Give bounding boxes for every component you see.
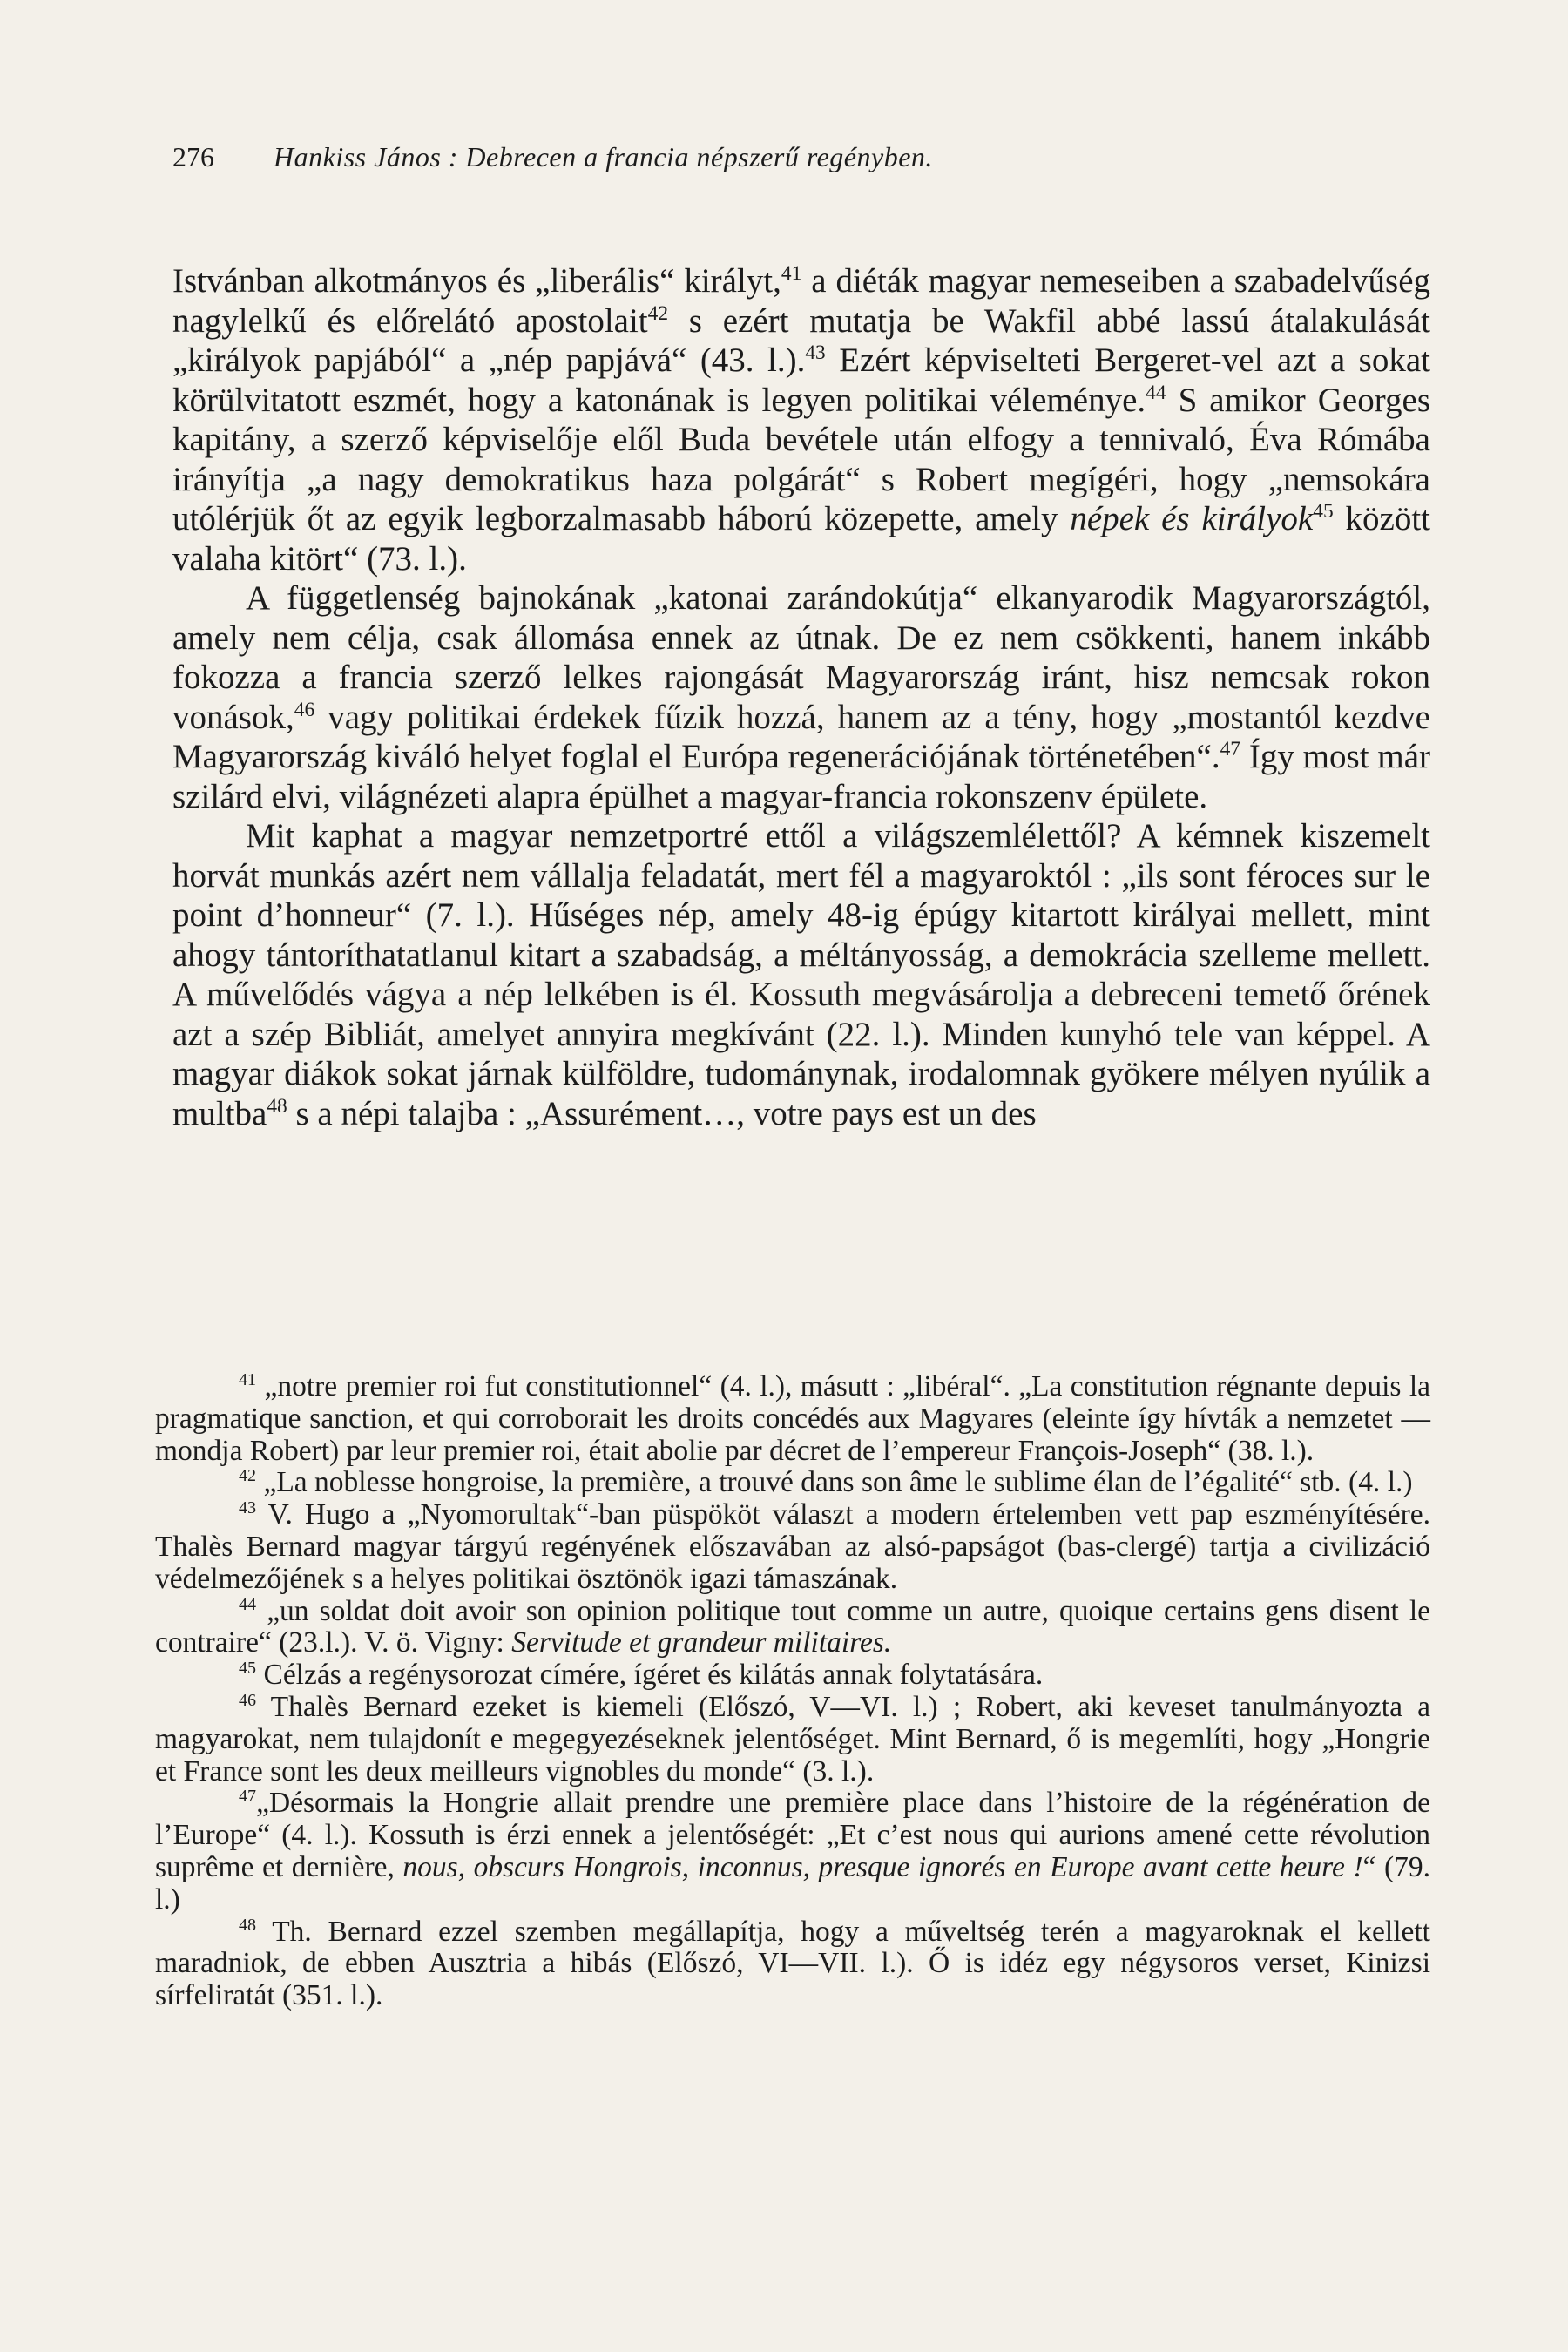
p1-text-e: S amikor Georges kapitány, a szerző képviselője elől Buda bevétele után elfogy a tennivaló, Éva Rómába irányítja „a nagy demokratikus haza polgárát“ s Robert megígéri, hogy „nemsokára utólérjük őt az egyik legborzalmasabb háború közepette, amely — [172, 381, 1430, 537]
footnote-number-46: 46 — [239, 1690, 257, 1710]
footnote-number-47: 47 — [239, 1787, 257, 1807]
p1-text-c: s ezért mutatja be Wakfil abbé lassú átalakulását „királyok papjából“ a „nép papjává“ (43. l.). — [172, 301, 1430, 379]
p1-text-g: között valaha kitört“ (73. l.). — [172, 500, 1430, 578]
paragraph-1 — [172, 261, 1430, 578]
footnote-45-text: Célzás a regénysorozat címére, ígéret és kilátás annak folytatására. — [263, 1659, 1044, 1692]
footnote-ref-41: 41 — [781, 262, 802, 285]
footnotes — [155, 1371, 1430, 2012]
p1-text-d: Ezért képviselteti Bergeret-vel azt a sokat körülvitatott eszmét, hogy a katonának is legyen politikai véleménye. — [172, 341, 1430, 419]
p1-italic-phrase: népek és királyok — [1070, 500, 1314, 537]
footnote-ref-47: 47 — [1220, 738, 1240, 760]
footnote-number-44: 44 — [239, 1594, 257, 1614]
footnote-ref-42: 42 — [647, 301, 669, 325]
footnote-47-italic: nous, obscurs Hongrois, inconnus, presque ignorés en Europe avant cette heure ! — [402, 1850, 1363, 1883]
footnote-44-italic: Servitude et grandeur militaires. — [511, 1626, 892, 1659]
footnote-47 — [155, 1788, 1430, 1916]
footnote-44-text: „un soldat doit avoir son opinion politique tout comme un autre, quoique certains gens disent le contraire“ (23.l.). V. ö. Vigny: — [155, 1594, 1431, 1659]
footnote-47-tail: “ (79. l.) — [155, 1850, 1430, 1916]
footnote-45 — [155, 1659, 1430, 1692]
footnote-41 — [155, 1371, 1430, 1467]
footnote-42-text: „La noblesse hongroise, la première, a trouvé dans son âme le sublime élan de l’égalité“ stb. (4. l.) — [263, 1466, 1413, 1499]
footnote-48 — [155, 1916, 1430, 2012]
footnote-ref-43: 43 — [805, 341, 826, 364]
footnote-44 — [155, 1596, 1430, 1660]
footnote-ref-48: 48 — [267, 1094, 287, 1118]
footnote-number-45: 45 — [239, 1659, 257, 1679]
footnote-48-text: Th. Bernard ezzel szemben megállapítja, hogy a műveltség terén a magyaroknak el kellett maradniok, de ebben Ausztria a hibás (Előszó, VI—VII. l.). Ő is idéz egy négysoros verset, Kinizsi sírfeliratát (351. l.). — [155, 1915, 1430, 2012]
p3-text-a: Mit kaphat a magyar nemzetportré ettől a világszemlélettől? A kémnek kiszemelt horvát munkás azért nem vállalja feladatát, mert fél a magyaroktól : „ils sont féroces sur le point d’honneur“ (7. l.). Hűséges nép, amely 48-ig épúgy kitartott királyai mellett, mint ahogy tántoríthatatlanul kitart a szabadság, a méltányosság, a demokrácia szelleme mellett. A művelődés vágya a nép lelkében is él. Kossuth megvásárolja a debreceni temető őrének azt a szép Bibliát, amelyet annyira megkívánt (22. l.). Minden kunyhó tele van képpel. A magyar diákok sokat járnak külföldre, tudománynak, irodalomnak gyökere mélyen nyúlik a multba — [172, 817, 1430, 1132]
p2-text-b: vagy politikai érdekek fűzik hozzá, hanem az a tény, hogy „mostantól kezdve Magyarország kiváló helyet foglal el Európa regenerációjának történetében“. — [172, 698, 1430, 775]
p2-text-a: A függetlenség bajnokának „katonai zarándokútja“ elkanyarodik Magyarországtól, amely nem célja, csak állomása ennek az útnak. De ez nem csökkenti, hanem inkább fokozza a francia szerző lelkes rajongását Magyarország iránt, hisz nemcsak rokon vonások, — [172, 579, 1430, 736]
footnote-ref-45: 45 — [1313, 500, 1334, 523]
footnote-41-text: „notre premier roi fut constitutionnel“ (4. l.), másutt : „libéral“. „La constitution régnante depuis la pragmatique sanction, et qui corroborait les droits concédés aux Magyares (eleinte így hívták a nemzetet — mondja Robert) par leur premier roi, était abolie par décret de l’empereur François-Joseph“ (38. l.). — [155, 1370, 1430, 1467]
footnote-number-42: 42 — [239, 1466, 257, 1486]
p3-text-b: s a népi talajba : „Assurément…, votre pays est un des — [287, 1094, 1037, 1132]
running-header — [172, 139, 1392, 174]
main-text — [172, 261, 1430, 1133]
p1-text-b: a diéták magyar nemeseiben a szabadelvűség nagylelkű és előrelátó apostolait — [172, 262, 1431, 340]
page-number: 276 — [172, 141, 214, 172]
footnote-43-text: V. Hugo a „Nyomorultak“-ban püspököt választ a modern értelemben vett pap eszményítésére. Thalès Bernard magyar tárgyú regényének előszavában az alsó-papságot (bas-clergé) tartja a civilizáció védelmezőjének s a helyes politikai ösztönök igazi támaszának. — [155, 1498, 1430, 1595]
footnote-42 — [155, 1467, 1430, 1499]
footnote-47-text: „Désormais la Hongrie allait prendre une première place dans l’histoire de la régénération de l’Europe“ (4. l.). Kossuth is érzi ennek a jelentőségét: „Et c’est nous qui aurions amené cette révolution suprême et dernière, — [155, 1787, 1430, 1883]
footnote-46-text: Thalès Bernard ezeket is kiemeli (Előszó, V—VI. l.) ; Robert, aki keveset tanulmányozta a magyarokat, nem tulajdonít e megegyezéseknek jelentőséget. Mint Bernard, ő is megemlíti, hogy „Hongrie et France sont les deux meilleurs vignobles du monde“ (3. l.). — [155, 1690, 1430, 1788]
paragraph-3 — [172, 816, 1430, 1133]
paragraph-2 — [172, 578, 1430, 816]
footnote-ref-46: 46 — [294, 698, 315, 721]
footnote-number-43: 43 — [239, 1498, 257, 1518]
footnote-number-41: 41 — [239, 1369, 257, 1389]
footnote-46 — [155, 1692, 1430, 1788]
footnote-43 — [155, 1499, 1430, 1595]
footnote-number-48: 48 — [239, 1915, 257, 1935]
p1-text-a: Istvánban alkotmányos és „liberális“ királyt, — [172, 262, 781, 300]
running-title: Hankiss János : Debrecen a francia népszerű regényben. — [274, 141, 933, 172]
p2-text-c: Így most már szilárd elvi, világnézeti alapra épülhet a magyar-francia rokonszenv épülete. — [172, 738, 1431, 815]
footnote-ref-44: 44 — [1146, 381, 1166, 404]
